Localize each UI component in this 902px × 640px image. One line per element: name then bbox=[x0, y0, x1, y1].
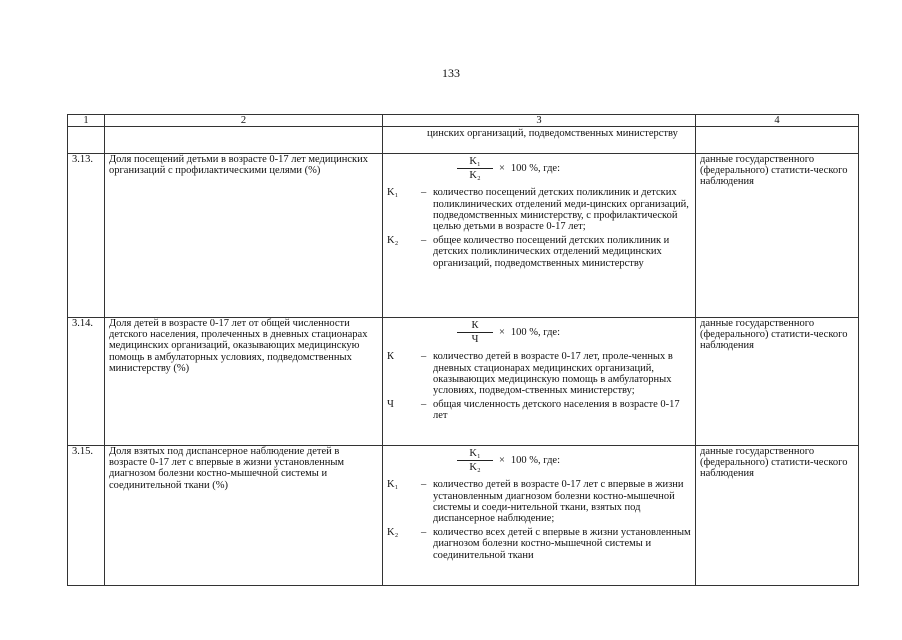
data-source: данные государственного (федерального) статисти-ческого наблюдения bbox=[696, 318, 859, 446]
row-number: 3.14. bbox=[68, 318, 105, 446]
definition-text: количество детей в возрасте 0-17 лет, проле-ченных в дневных стационарах медицинских организаций, оказывающих медицинскую помощь в амбулаторных условиях, подведом-ственных министерству; bbox=[433, 351, 673, 397]
definition-text: количество всех детей с впервые в жизни установленным диагнозом болезни костно-мышечной системы и соединительной ткани bbox=[433, 527, 691, 561]
times-sign: × bbox=[499, 163, 505, 175]
formula-tail: 100 %, где: bbox=[510, 327, 560, 339]
indicator-table bbox=[67, 114, 859, 586]
times-sign: × bbox=[499, 327, 505, 339]
definition-item bbox=[387, 399, 691, 421]
column-header: 1 bbox=[68, 115, 105, 127]
definition-symbol: K₂ bbox=[387, 527, 399, 539]
table-row bbox=[68, 446, 859, 586]
formula-cell bbox=[383, 318, 696, 446]
column-header: 2 bbox=[105, 115, 383, 127]
formula bbox=[457, 448, 691, 473]
column-header: 4 bbox=[696, 115, 859, 127]
definition-item bbox=[387, 527, 691, 561]
table-header-row bbox=[68, 115, 859, 127]
fraction-numerator: K₁ bbox=[457, 448, 493, 461]
column-header: 3 bbox=[383, 115, 696, 127]
definition-symbol: К bbox=[387, 351, 395, 363]
row-number: 3.15. bbox=[68, 446, 105, 586]
definition-dash: – bbox=[421, 351, 427, 363]
fraction-denominator: K₂ bbox=[469, 170, 481, 182]
times-sign: × bbox=[499, 455, 505, 467]
formula-cell bbox=[383, 446, 696, 586]
definition-dash: – bbox=[421, 187, 427, 199]
row-number: 3.13. bbox=[68, 154, 105, 318]
fraction-denominator: K₂ bbox=[469, 462, 481, 474]
fraction-numerator: К bbox=[457, 320, 493, 333]
definition-symbol: K₂ bbox=[387, 235, 399, 247]
formula-cell bbox=[383, 154, 696, 318]
definition-dash: – bbox=[421, 527, 427, 539]
continuation-row bbox=[68, 127, 859, 154]
definition-symbol: K₁ bbox=[387, 479, 399, 491]
formula-tail: 100 %, где: bbox=[510, 455, 560, 467]
definition-dash: – bbox=[421, 479, 427, 491]
fraction-numerator: K₁ bbox=[457, 156, 493, 169]
definition-dash: – bbox=[421, 399, 427, 411]
continuation-text: цинских организаций, подведомственных министерству bbox=[427, 128, 678, 139]
definition-item bbox=[387, 187, 691, 232]
fraction bbox=[457, 320, 493, 345]
fraction-denominator: Ч bbox=[471, 334, 479, 346]
definition-item bbox=[387, 351, 691, 396]
data-source: данные государственного (федерального) статисти-ческого наблюдения bbox=[696, 154, 859, 318]
page-number: 133 bbox=[442, 66, 460, 80]
definition-item bbox=[387, 235, 691, 269]
definition-text: общая численность детского населения в возрасте 0-17 лет bbox=[433, 399, 680, 422]
definition-item bbox=[387, 479, 691, 524]
fraction bbox=[457, 448, 493, 473]
definition-text: количество детей в возрасте 0-17 лет с впервые в жизни установленным диагнозом болезни костно-мышечной системы и соеди-нительной ткани, взятых под диспансерное наблюдение; bbox=[433, 479, 684, 525]
definition-text: общее количество посещений детских поликлиник и детских поликлинических отделений медицинских организаций, подведомственных министерству bbox=[433, 235, 670, 269]
indicator-name: Доля посещений детьми в возрасте 0-17 лет медицинских организаций с профилактическими целями (%) bbox=[105, 154, 383, 318]
definition-symbol: K₁ bbox=[387, 187, 399, 199]
formula-tail: 100 %, где: bbox=[510, 163, 560, 175]
data-source: данные государственного (федерального) статисти-ческого наблюдения bbox=[696, 446, 859, 586]
indicator-name: Доля детей в возрасте 0-17 лет от общей численности детского населения, пролеченных в дневных стационарах медицинских организаций, оказывающих медицинскую помощь в амбулаторных условиях, подведомственных министерству (%) bbox=[105, 318, 383, 446]
definition-dash: – bbox=[421, 235, 427, 247]
fraction bbox=[457, 156, 493, 181]
formula bbox=[457, 320, 691, 345]
definition-symbol: Ч bbox=[387, 399, 394, 411]
indicator-name: Доля взятых под диспансерное наблюдение детей в возрасте 0-17 лет с впервые в жизни установленным диагнозом болезни костно-мышечной системы и соединительной ткани (%) bbox=[105, 446, 383, 586]
formula bbox=[457, 156, 691, 181]
table-row bbox=[68, 318, 859, 446]
definition-text: количество посещений детских поликлиник и детских поликлинических отделений меди-цинских организаций, подведомственных министерству, с профилактической целью детьми в возрасте 0-17 лет; bbox=[433, 187, 689, 233]
table-row bbox=[68, 154, 859, 318]
